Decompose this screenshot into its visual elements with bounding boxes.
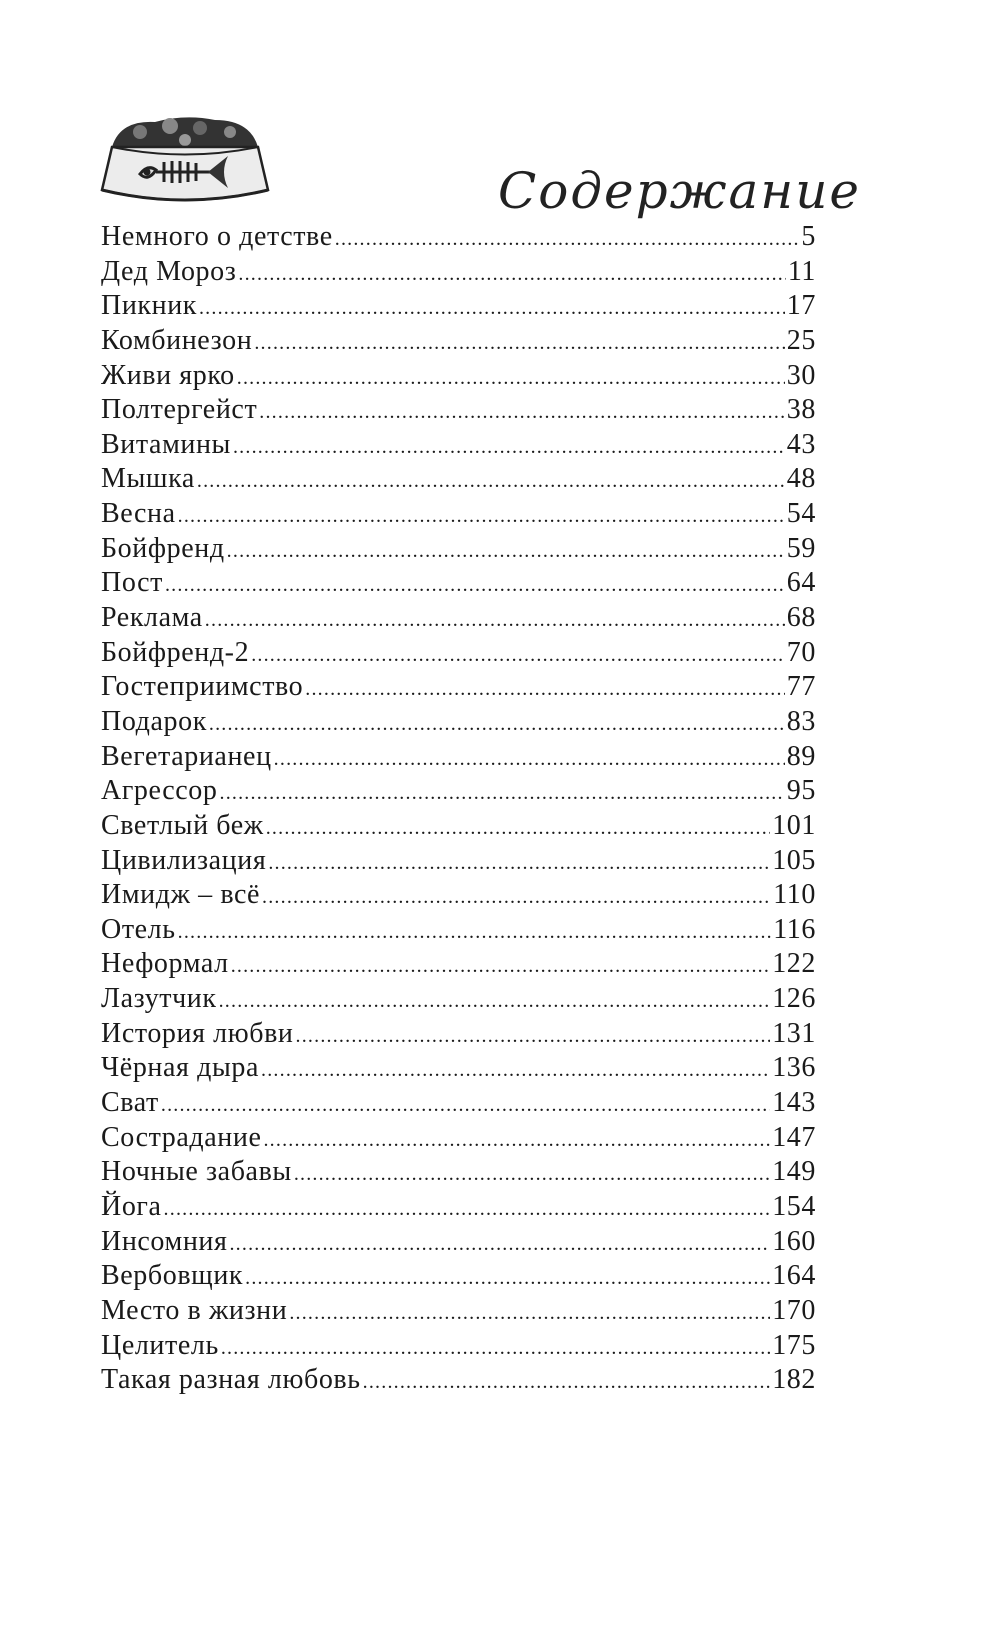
toc-entry-title: Немного о детстве <box>101 221 333 252</box>
toc-entry[interactable] <box>101 1121 816 1156</box>
dot-leader <box>219 984 771 1018</box>
dot-leader <box>262 880 771 914</box>
toc-entry-page-number: 89 <box>786 740 816 772</box>
toc-entry-page-number: 17 <box>786 290 816 322</box>
toc-entry-page-number: 160 <box>772 1225 816 1257</box>
dot-leader <box>274 742 785 776</box>
dot-leader <box>296 1019 771 1053</box>
cat-food-bowl-fishbone-icon <box>100 112 270 212</box>
dot-leader <box>178 499 785 533</box>
toc-entry-title: Полтергейст <box>101 394 258 426</box>
dot-leader <box>220 776 785 810</box>
toc-entry-page-number: 164 <box>772 1260 816 1292</box>
toc-entry[interactable] <box>101 636 816 671</box>
dot-leader <box>229 1227 770 1261</box>
toc-entry-page-number: 116 <box>773 913 816 945</box>
toc-entry[interactable] <box>101 982 816 1017</box>
toc-entry-title: Живи ярко <box>101 359 235 391</box>
dot-leader <box>233 430 785 464</box>
dot-leader <box>261 1053 770 1087</box>
toc-entry-page-number: 131 <box>772 1017 816 1049</box>
toc-entry-title: Место в жизни <box>101 1294 288 1326</box>
toc-entry-title: Витамины <box>101 428 231 460</box>
dot-leader <box>165 568 785 602</box>
toc-entry-page-number: 11 <box>787 255 816 287</box>
dot-leader <box>335 222 800 256</box>
toc-entry[interactable] <box>101 947 816 982</box>
toc-entry[interactable] <box>101 913 816 948</box>
toc-entry-page-number: 83 <box>786 705 816 737</box>
dot-leader <box>251 638 785 672</box>
toc-entry-title: Светлый беж <box>101 809 264 841</box>
toc-entry[interactable] <box>101 878 816 913</box>
toc-entry-title: Пикник <box>101 290 197 322</box>
toc-entry-page-number: 154 <box>772 1190 816 1222</box>
dot-leader <box>231 949 771 983</box>
dot-leader <box>205 603 785 637</box>
dot-leader <box>238 257 785 291</box>
toc-entry-page-number: 101 <box>772 809 816 841</box>
toc-entry-page-number: 122 <box>772 948 816 980</box>
dot-leader <box>294 1157 770 1191</box>
toc-entry-page-number: 95 <box>786 775 816 807</box>
toc-entry-title: Реклама <box>101 602 203 634</box>
toc-entry-page-number: 182 <box>772 1364 816 1396</box>
toc-entry-title: Подарок <box>101 705 207 737</box>
toc-entry-title: Чёрная дыра <box>101 1052 260 1084</box>
table-of-contents <box>101 220 816 1398</box>
toc-entry-title: Имидж – всё <box>101 879 261 911</box>
toc-entry-title: Цивилизация <box>101 844 267 876</box>
toc-entry[interactable] <box>101 670 816 705</box>
toc-entry[interactable] <box>101 359 816 394</box>
dot-leader <box>209 707 785 741</box>
toc-entry-title: Бойфренд-2 <box>101 636 250 668</box>
toc-entry-page-number: 25 <box>786 324 816 356</box>
toc-entry-page-number: 147 <box>772 1121 816 1153</box>
toc-entry[interactable] <box>101 1225 816 1260</box>
toc-entry-title: Весна <box>101 498 176 530</box>
toc-entry[interactable] <box>101 566 816 601</box>
toc-entry-title: Вербовщик <box>101 1260 244 1292</box>
toc-entry[interactable] <box>101 220 816 255</box>
toc-entry[interactable] <box>101 1017 816 1052</box>
toc-entry-title: Пост <box>101 567 163 599</box>
toc-entry-title: Мышка <box>101 463 195 495</box>
toc-entry-page-number: 105 <box>772 844 816 876</box>
toc-entry[interactable] <box>101 1329 816 1364</box>
toc-entry-title: Инсомния <box>101 1225 228 1257</box>
toc-entry-title: Такая разная любовь <box>101 1364 361 1396</box>
toc-entry[interactable] <box>101 740 816 775</box>
toc-entry-title: Целитель <box>101 1329 219 1361</box>
toc-entry-title: Ночные забавы <box>101 1156 292 1188</box>
toc-entry[interactable] <box>101 774 816 809</box>
toc-entry-title: Комбинезон <box>101 324 253 356</box>
toc-entry-page-number: 5 <box>801 221 816 252</box>
toc-entry[interactable] <box>101 1051 816 1086</box>
toc-entry-page-number: 175 <box>772 1329 816 1361</box>
toc-entry[interactable] <box>101 809 816 844</box>
toc-entry-page-number: 48 <box>786 463 816 495</box>
toc-entry-title: Неформал <box>101 948 229 980</box>
toc-entry-page-number: 38 <box>786 394 816 426</box>
dot-leader <box>199 291 785 325</box>
dot-leader <box>245 1261 770 1295</box>
toc-entry-title: История любви <box>101 1017 294 1049</box>
toc-entry-page-number: 70 <box>786 636 816 668</box>
toc-entry-title: Йога <box>101 1190 162 1222</box>
toc-entry-title: Сват <box>101 1087 159 1119</box>
toc-entry[interactable] <box>101 1155 816 1190</box>
toc-entry[interactable] <box>101 289 816 324</box>
toc-entry-page-number: 77 <box>786 671 816 703</box>
toc-entry-page-number: 59 <box>786 532 816 564</box>
toc-entry-page-number: 143 <box>772 1087 816 1119</box>
dot-leader <box>263 1123 770 1157</box>
dot-leader <box>221 1331 770 1365</box>
toc-entry-page-number: 43 <box>786 428 816 460</box>
toc-entry-title: Сострадание <box>101 1121 262 1153</box>
toc-entry-page-number: 54 <box>786 498 816 530</box>
toc-entry-page-number: 110 <box>773 879 816 911</box>
toc-entry[interactable] <box>101 428 816 463</box>
toc-entry-title: Агрессор <box>101 775 218 807</box>
toc-entry[interactable] <box>101 255 816 290</box>
toc-entry[interactable] <box>101 1086 816 1121</box>
toc-entry-page-number: 149 <box>772 1156 816 1188</box>
toc-entry-title: Дед Мороз <box>101 255 237 287</box>
dot-leader <box>254 326 784 360</box>
toc-entry-title: Вегетарианец <box>101 740 272 772</box>
toc-entry[interactable] <box>101 705 816 740</box>
toc-entry-page-number: 170 <box>772 1294 816 1326</box>
toc-entry-title: Отель <box>101 913 176 945</box>
dot-leader <box>178 915 772 949</box>
toc-entry[interactable] <box>101 462 816 497</box>
toc-entry[interactable] <box>101 324 816 359</box>
toc-entry[interactable] <box>101 1190 816 1225</box>
toc-entry-page-number: 30 <box>786 359 816 391</box>
dot-leader <box>259 395 785 429</box>
page-title: Содержание <box>498 161 862 220</box>
dot-leader <box>227 534 785 568</box>
dot-leader <box>268 846 770 880</box>
toc-entry-title: Бойфренд <box>101 532 225 564</box>
dot-leader <box>266 811 770 845</box>
toc-entry[interactable] <box>101 1259 816 1294</box>
toc-entry-page-number: 64 <box>786 567 816 599</box>
toc-entry-page-number: 136 <box>772 1052 816 1084</box>
toc-entry-title: Гостеприимство <box>101 671 304 703</box>
dot-leader <box>305 672 785 706</box>
toc-entry[interactable] <box>101 1363 816 1398</box>
dot-leader <box>197 464 785 498</box>
toc-entry[interactable] <box>101 844 816 879</box>
toc-entry[interactable] <box>101 532 816 567</box>
toc-entry-page-number: 126 <box>772 983 816 1015</box>
toc-entry[interactable] <box>101 497 816 532</box>
dot-leader <box>363 1365 771 1399</box>
toc-entry-title: Лазутчик <box>101 983 217 1015</box>
dot-leader <box>161 1088 770 1122</box>
toc-entry-page-number: 68 <box>786 602 816 634</box>
dot-leader <box>164 1192 771 1226</box>
dot-leader <box>237 361 785 395</box>
dot-leader <box>289 1296 770 1330</box>
toc-entry[interactable] <box>101 1294 816 1329</box>
toc-entry[interactable] <box>101 393 816 428</box>
toc-entry[interactable] <box>101 601 816 636</box>
